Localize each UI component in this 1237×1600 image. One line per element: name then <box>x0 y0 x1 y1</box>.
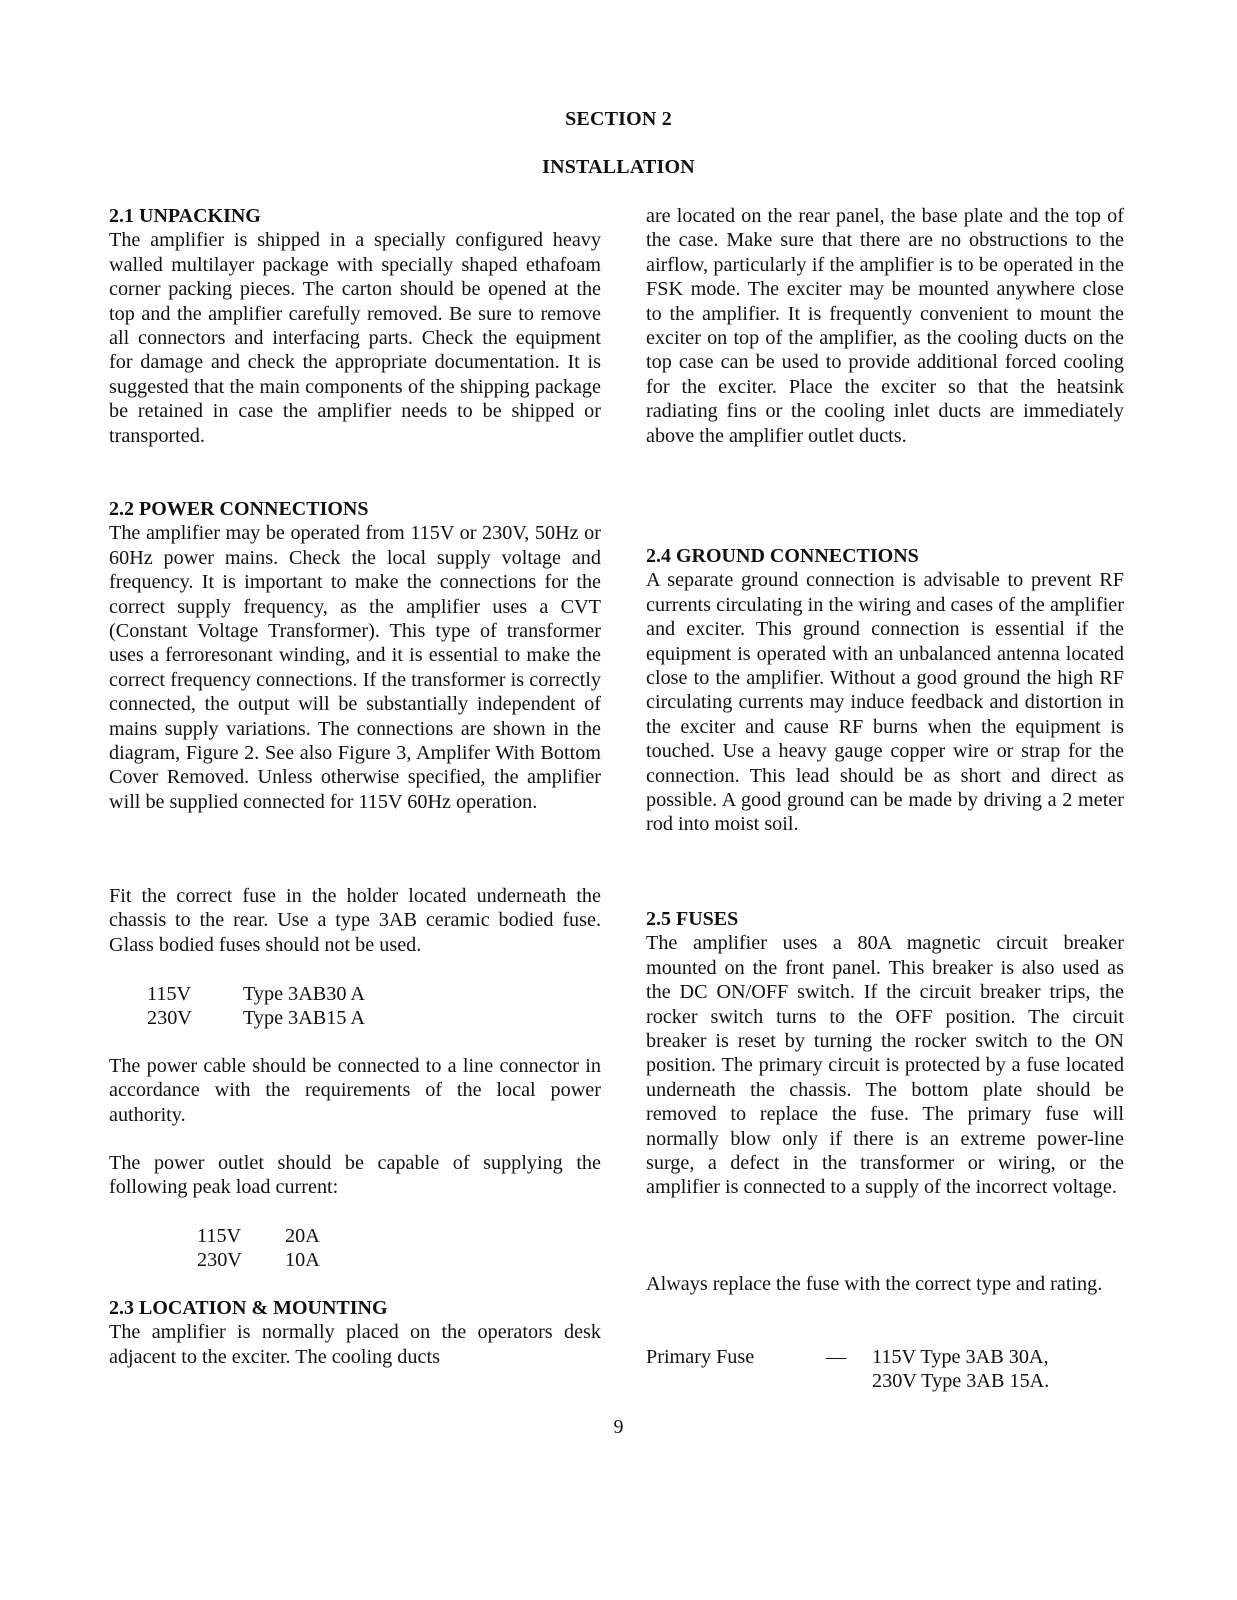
current-value: 10A <box>285 1249 320 1272</box>
fuse-type: Type 3AB30 A <box>243 983 365 1005</box>
s22-heading: 2.2 POWER CONNECTIONS <box>109 498 369 520</box>
section-title: INSTALLATION <box>542 156 695 178</box>
s22-cable-block <box>109 1054 601 1127</box>
s23-heading: 2.3 LOCATION & MOUNTING <box>109 1297 388 1319</box>
current-row <box>197 1224 320 1248</box>
s25-replace-paragraph: Always replace the fuse with the correct type and rating. <box>646 1273 1103 1295</box>
current-table <box>197 1224 320 1273</box>
fuse-table <box>147 982 365 1031</box>
s22-outlet-paragraph: The power outlet should be capable of supplying the following peak load current: <box>109 1152 601 1199</box>
s21-block <box>109 204 601 448</box>
s24-heading: 2.4 GROUND CONNECTIONS <box>646 545 919 567</box>
s25-heading: 2.5 FUSES <box>646 908 739 930</box>
fuse-row <box>147 1006 365 1030</box>
s23-continued <box>646 204 1124 448</box>
current-value: 20A <box>285 1225 320 1247</box>
fuse-voltage: 230V <box>147 1007 192 1030</box>
primary-fuse-label: Primary Fuse <box>646 1346 755 1368</box>
page-number: 9 <box>613 1416 624 1438</box>
s24-body: A separate ground connection is advisable to prevent RF currents circulating in the wiring and cases of the amplifier and exciter. This ground connection is essential if the equipment is operated with an unbalanced antenna located close to the amplifier. Without a good ground the high RF circulating currents may induce feedback and distortion in the exciter and cause RF burns when the equipment is touched. Use a heavy gauge copper wire or strap for the connection. This lead should be as short and direct as possible. A good ground can be made by driving a 2 meter rod into moist soil. <box>646 569 1124 836</box>
current-voltage: 230V <box>197 1249 242 1272</box>
primary-fuse-230v: 230V Type 3AB 15A. <box>872 1370 1050 1392</box>
fuse-type: Type 3AB15 A <box>243 1007 365 1030</box>
s24-block <box>646 544 1124 837</box>
s23-block <box>109 1296 601 1369</box>
s22-block <box>109 497 601 814</box>
s25-block <box>646 907 1124 1200</box>
s22-cable-paragraph: The power cable should be connected to a line connector in accordance with the requirements of the local power authority. <box>109 1055 601 1126</box>
s22-outlet-block <box>109 1151 601 1200</box>
primary-fuse-115v: 115V Type 3AB 30A, <box>872 1346 1049 1368</box>
current-voltage: 115V <box>197 1225 242 1247</box>
primary-fuse-dash: — <box>826 1346 847 1368</box>
s22-fuse-block <box>109 884 601 957</box>
s22-body: The amplifier may be operated from 115V or 230V, 50Hz or 60Hz power mains. Check the local supply voltage and frequency. It is important to make the connections for the correct supply frequency, as the amplifier uses a CVT (Constant Voltage Transformer). This type of transformer uses a ferroresonant winding, and it is essential to make the correct frequency connections. If the transformer is correctly connected, the output will be substantially independent of mains supply variations. The connections are shown in the diagram, Figure 2. See also Figure 3, Amplifer With Bottom Cover Removed. Unless otherwise specified, the amplifier will be supplied connected for 115V 60Hz operation. <box>109 522 601 813</box>
s23-body-left: The amplifier is normally placed on the operators desk adjacent to the exciter. The cooling ducts <box>109 1321 601 1368</box>
s21-body: The amplifier is shipped in a specially configured heavy walled multilayer package with specially shaped ethafoam corner packing pieces. The carton should be opened at the top and the amplifier carefully removed. Be sure to remove all connectors and interfacing parts. Check the equipment for damage and check the appropriate documentation. It is suggested that the main components of the shipping package be retained in case the amplifier needs to be shipped or transported. <box>109 229 601 447</box>
s22-fuse-paragraph: Fit the correct fuse in the holder located underneath the chassis to the rear. Use a type 3AB ceramic bodied fuse. Glass bodied fuses should not be used. <box>109 885 601 956</box>
s21-heading: 2.1 UNPACKING <box>109 205 261 227</box>
s25-replace-block <box>646 1272 1124 1296</box>
s23-body-right: are located on the rear panel, the base plate and the top of the case. Make sure that there are no obstructions to the airflow, particularly if the amplifier is to be operated in the FSK mode. The exciter may be mounted anywhere close to the amplifier. It is frequently convenient to mount the exciter on top of the amplifier, as the cooling ducts on the top case can be used to provide additional forced cooling for the exciter. Place the exciter so that the heatsink radiating fins or the cooling inlet ducts are immediately above the amplifier outlet ducts. <box>646 205 1124 447</box>
current-row <box>197 1248 320 1272</box>
section-number: SECTION 2 <box>565 108 672 130</box>
fuse-row <box>147 982 365 1006</box>
s25-body: The amplifier uses a 80A magnetic circuit breaker mounted on the front panel. This breaker is also used as the DC ON/OFF switch. If the circuit breaker trips, the rocker switch turns to the OFF position. The circuit breaker is reset by turning the rocker switch to the ON position. The primary circuit is protected by a fuse located underneath the chassis. The bottom plate should be removed to replace the fuse. The primary fuse will normally blow only if there is an extreme power-line surge, a defect in the transformer or wiring, or the amplifier is connected to a supply of the incorrect voltage. <box>646 932 1124 1199</box>
primary-fuse-spec <box>646 1345 1124 1395</box>
fuse-voltage: 115V <box>147 983 192 1005</box>
